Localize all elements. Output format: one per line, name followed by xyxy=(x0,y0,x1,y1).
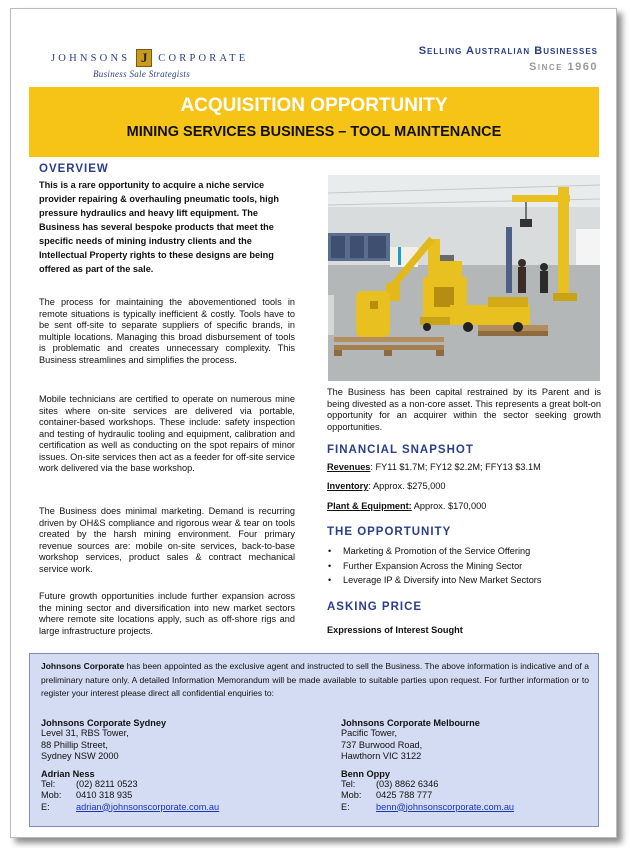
logo-word-left: JOHNSONS xyxy=(51,52,131,64)
sydney-tel: (02) 8211 0523 xyxy=(76,778,138,789)
company-logo xyxy=(51,49,248,67)
banner-title: ACQUISITION OPPORTUNITY xyxy=(180,95,448,116)
agent-name: Johnsons Corporate xyxy=(41,661,125,671)
sydney-address-line: Level 31, RBS Tower, xyxy=(41,728,129,738)
agent-notice xyxy=(41,660,589,701)
logo-word-right: CORPORATE xyxy=(158,52,249,64)
sydney-office-name: Johnsons Corporate Sydney xyxy=(41,718,167,728)
inventory-value: : Approx. $275,000 xyxy=(368,481,446,491)
financial-inventory xyxy=(327,481,446,491)
logo-tagline: Business Sale Strategists xyxy=(93,69,190,79)
banner-subtitle: MINING SERVICES BUSINESS – TOOL MAINTENANCE xyxy=(126,124,502,140)
overview-paragraph-3: The Business does minimal marketing. Demand is recurring driven by OH&S compliance and rigorous wear & tear on tools created by the harsh mining environment. Four primary revenue sources are: mobile on-site services, back-to-base workshop services, product sales & contract mechanical service work. xyxy=(39,506,295,574)
melbourne-contact-name: Benn Oppy xyxy=(341,768,391,779)
melbourne-address-line: 737 Burwood Road, xyxy=(341,739,423,750)
sydney-address-line: Sydney NSW 2000 xyxy=(41,751,119,761)
melbourne-mob: 0425 788 777 xyxy=(376,790,433,800)
overview-intro: This is a rare opportunity to acquire a niche service provider repairing & overhauling pneumatic tools, high pressure hydraulics and heavy lift equipment. The Business has several bespoke products that meet the specific needs of mining industry clients and the Intellectual Property rights to these designs are being offered as part of the sale. xyxy=(39,180,279,274)
revenues-label: Revenues xyxy=(327,462,371,472)
overview-heading: OVERVIEW xyxy=(39,163,109,175)
opportunity-item: • Leverage IP & Diversify into New Market Sectors xyxy=(327,573,541,588)
opportunity-item: • Marketing & Promotion of the Service Offering xyxy=(327,544,541,559)
financial-heading: FINANCIAL SNAPSHOT xyxy=(327,444,474,456)
asking-price-heading: ASKING PRICE xyxy=(327,601,423,613)
melbourne-address-line: Hawthorn VIC 3122 xyxy=(341,751,422,761)
workshop-photo xyxy=(328,175,600,381)
overview-paragraph-4: Future growth opportunities include further expansion across the mining sector and diversification into new market sectors where remote site locations apply, such as off-shore rigs and large infrastructure projects. xyxy=(39,591,295,636)
photo-caption: The Business has been capital restrained by its Parent and is being divested as a non-core asset. This represents a great bolt-on opportunity for an acquirer within the sector seeking growth opportunities. xyxy=(327,387,601,432)
header-since: Since 1960 xyxy=(529,61,598,73)
email-label: E: xyxy=(41,801,50,812)
header-slogan: Selling Australian Businesses xyxy=(418,45,598,57)
sydney-mob-row xyxy=(41,790,311,802)
melbourne-tel-row xyxy=(341,779,591,791)
title-banner xyxy=(29,87,599,157)
overview-paragraph-1: The process for maintaining the abovementioned tools in remote situations is typically inefficient & costly. Tools have to be sent off-site to separate suppliers of specific brands, in multiple locations. Managing this broad disbursement of tools is problematic and creates unnecessary complexity. This Business streamlines and simplifies the process. xyxy=(39,297,295,365)
revenues-value: : FY11 $1.7M; FY12 $2.2M; FFY13 $3.1M xyxy=(370,462,541,472)
mob-label: Mob: xyxy=(341,790,362,800)
financial-plant xyxy=(327,501,486,511)
sydney-email-row xyxy=(41,802,311,814)
tel-label: Tel: xyxy=(341,778,356,789)
financial-revenues xyxy=(327,462,541,472)
overview-paragraph-2: Mobile technicians are certified to operate on numerous mine sites where on-site services are delivered via portable, container-based workshops. These include: safety inspection and testing of hydraulic tooling and equipment, calibration and certification as well as conducting on the spot repairs of minor issues. On-site services then act as a feeder for off-site service work delivered via the base workshop. xyxy=(39,394,295,473)
melbourne-mob-row xyxy=(341,790,591,802)
asking-price-value: Expressions of Interest Sought xyxy=(327,625,463,635)
sydney-contact-name: Adrian Ness xyxy=(41,768,95,779)
plant-label: Plant & Equipment: xyxy=(327,501,412,511)
sydney-mob: 0410 318 935 xyxy=(76,790,133,800)
tel-label: Tel: xyxy=(41,778,56,789)
opportunity-list xyxy=(327,544,541,588)
melbourne-office-name: Johnsons Corporate Melbourne xyxy=(341,718,480,728)
melbourne-office xyxy=(341,718,591,813)
logo-mark-icon: J xyxy=(136,49,152,67)
opportunity-heading: THE OPPORTUNITY xyxy=(327,526,452,538)
sydney-office xyxy=(41,718,311,813)
plant-value: Approx. $170,000 xyxy=(411,501,487,511)
sydney-email-link[interactable]: adrian@johnsonscorporate.com.au xyxy=(76,801,220,812)
agent-notice-text: has been appointed as the exclusive agent and instructed to sell the Business. The above information is indicative and of a preliminary nature only. A detailed Information Memorandum will be made available to suitable parties upon request. For further information or to register your interest please direct all confidential enquiries to: xyxy=(41,661,589,698)
sydney-address-line: 88 Phillip Street, xyxy=(41,739,108,750)
inventory-label: Inventory xyxy=(327,481,369,491)
contact-box xyxy=(29,653,599,827)
melbourne-address-line: Pacific Tower, xyxy=(341,728,397,738)
mob-label: Mob: xyxy=(41,790,62,800)
melbourne-email-row xyxy=(341,802,591,814)
sydney-tel-row xyxy=(41,779,311,791)
workshop-photo-illustration xyxy=(328,175,600,381)
flyer-page xyxy=(10,8,617,838)
melbourne-email-link[interactable]: benn@johnsonscorporate.com.au xyxy=(376,801,515,812)
opportunity-item: • Further Expansion Across the Mining Sector xyxy=(327,559,541,574)
email-label: E: xyxy=(341,801,350,812)
melbourne-tel: (03) 8862 6346 xyxy=(376,778,439,789)
